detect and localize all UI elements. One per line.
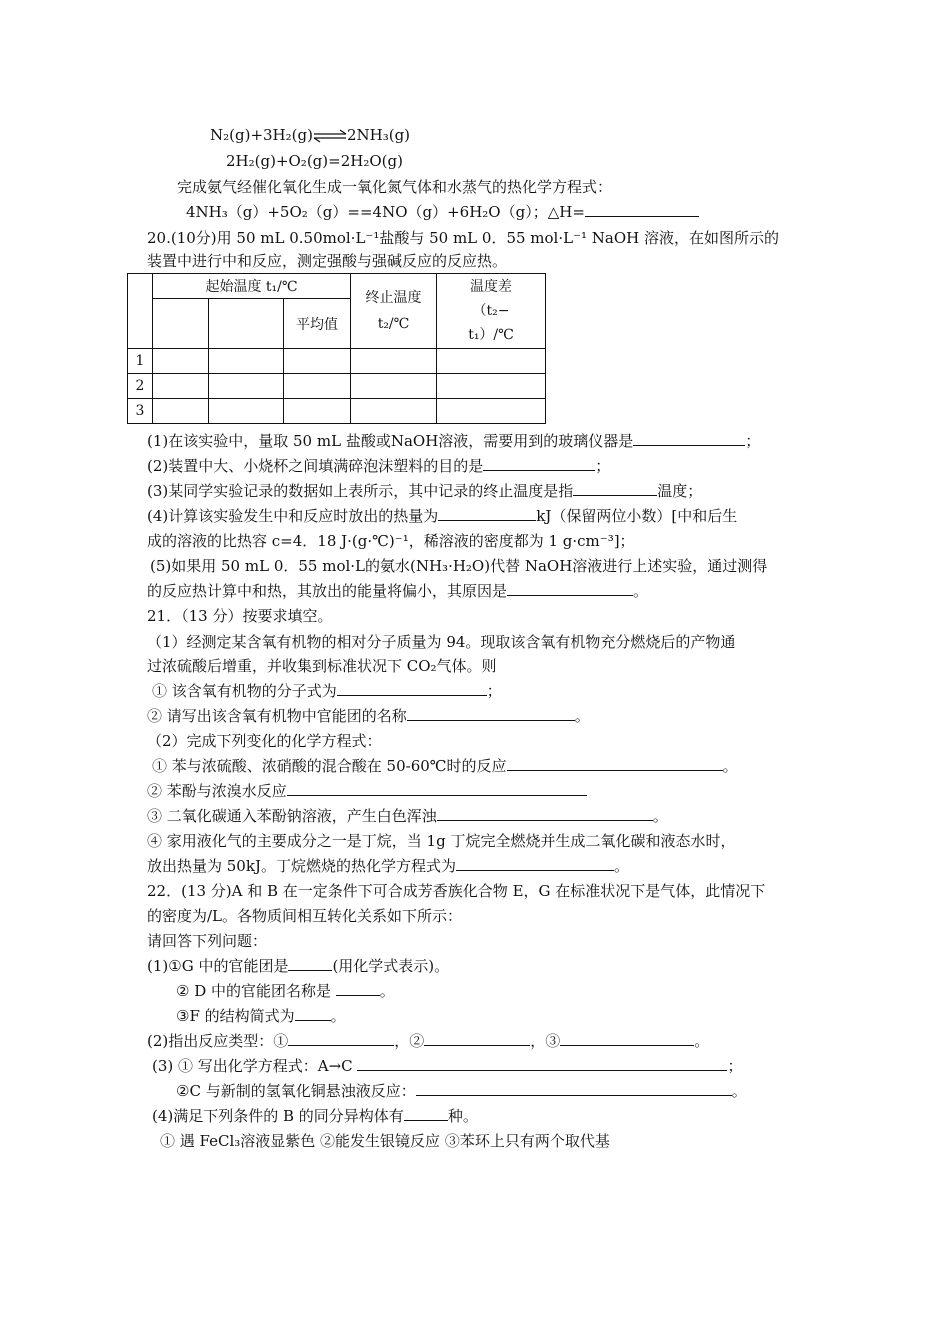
- answer-blank[interactable]: [407, 706, 575, 721]
- q21-part1-line2: 过浓硫酸后增重，并收集到标准状况下 CO₂气体。则: [147, 657, 497, 675]
- q22-part1-ii: [176, 981, 395, 1001]
- answer-blank[interactable]: [287, 781, 587, 796]
- q20-stem-line1: 20.(10分)用 50 mL 0.50mol·L⁻¹盐酸与 50 mL 0．55 mol·L⁻¹ NaOH 溶液，在如图所示的: [147, 229, 780, 247]
- q22-part3-i-text: (3) ① 写出化学方程式：A→C: [152, 1057, 358, 1075]
- q22-part2-sep1: ，②: [394, 1032, 425, 1050]
- answer-blank[interactable]: [438, 506, 536, 521]
- q21-title: 21．（13 分）按要求填空。: [147, 607, 333, 625]
- answer-blank[interactable]: [336, 981, 380, 996]
- q21-part1-line1: （1）经测定某含氧有机物的相对分子质量为 94。现取该含氧有机物充分燃烧后的产物通: [147, 633, 736, 651]
- table-cell[interactable]: [153, 374, 209, 399]
- q20-part1: [147, 431, 760, 451]
- equation-right: 2NH₃(g): [346, 126, 411, 144]
- q22-part1-ii-end: 。: [379, 982, 395, 1000]
- q22-part2: [147, 1031, 709, 1051]
- table-cell[interactable]: [437, 399, 546, 424]
- q22-stem-line3: 请回答下列问题：: [147, 932, 268, 950]
- q20-part5-text: 的反应热计算中和热，其放出的能量将偏小，其原因是: [147, 582, 508, 600]
- answer-blank[interactable]: [585, 202, 699, 217]
- q20-part1-text: (1)在该实验中，量取 50 mL 盐酸或NaOH溶液，需要用到的玻璃仪器是: [147, 432, 634, 450]
- row-number: 1: [128, 349, 153, 374]
- q19-text: 完成氨气经催化氧化生成一氧化氮气体和水蒸气的热化学方程式：: [177, 178, 613, 196]
- q21-part1-ii-text: ② 请写出该含氧有机物中官能团的名称: [147, 707, 407, 725]
- q20-part3-text: (3)某同学实验记录的数据如上表所示，其中记录的终止温度是指: [147, 482, 574, 500]
- q21-part2-iv-text: 放出热量为 50kJ。丁烷燃烧的热化学方程式为: [147, 857, 456, 875]
- q20-part4-line2: 成的溶液的比热容 c=4．18 J·(g·℃)⁻¹，稀溶液的密度都为 1 g·cm⁻³]；: [147, 532, 635, 550]
- table-cell[interactable]: [284, 399, 351, 424]
- answer-blank[interactable]: [424, 1031, 530, 1046]
- q20-part2-end: ；: [595, 457, 611, 475]
- answer-blank[interactable]: [507, 756, 723, 771]
- q20-part4-text: (4)计算该实验发生中和反应时放出的热量为: [147, 507, 439, 525]
- answer-blank[interactable]: [357, 1056, 727, 1071]
- table-row: [128, 374, 546, 399]
- q21-part1-ii: [147, 706, 590, 726]
- table-cell[interactable]: [351, 399, 437, 424]
- q21-part2-iv-end: 。: [613, 857, 629, 875]
- header-temp-diff-line3: t₁）/℃: [468, 327, 514, 343]
- q22-part3-i-end: ；: [727, 1057, 743, 1075]
- q22-part4: [152, 1106, 478, 1126]
- header-temp-diff: [437, 274, 546, 349]
- q22-part3-i: [152, 1056, 742, 1076]
- answer-blank[interactable]: [573, 481, 657, 496]
- equation-h2o: 2H₂(g)+O₂(g)=2H₂O(g): [226, 152, 403, 170]
- table-cell[interactable]: [153, 299, 209, 349]
- row-number: 3: [128, 399, 153, 424]
- q21-part2-i-text: ① 苯与浓硫酸、浓硝酸的混合酸在 50-60℃时的反应: [152, 757, 507, 775]
- q22-part1-i: [147, 956, 449, 976]
- table-cell[interactable]: [209, 399, 284, 424]
- table-cell[interactable]: [209, 374, 284, 399]
- q20-part5-end: 。: [633, 582, 649, 600]
- q20-part2-text: (2)装置中大、小烧杯之间填满碎泡沫塑料的目的是: [147, 457, 484, 475]
- q22-part1-i-text: (1)①G 中的官能团是: [147, 957, 289, 975]
- table-corner-cell: [128, 274, 153, 349]
- answer-blank[interactable]: [288, 956, 332, 971]
- table-cell[interactable]: [437, 374, 546, 399]
- q21-part2-ii: [147, 781, 587, 801]
- q20-stem-line2: 装置中进行中和反应，测定强酸与强碱反应的反应热。: [147, 252, 508, 270]
- q20-part4-end: kJ（保留两位小数）[中和后生: [536, 507, 738, 525]
- table-cell[interactable]: [209, 299, 284, 349]
- temperature-table: [127, 273, 546, 424]
- q22-part2-end: 。: [694, 1032, 710, 1050]
- q22-part1-iii: [176, 1006, 346, 1026]
- answer-blank[interactable]: [404, 1106, 448, 1121]
- q20-part1-end: ；: [745, 432, 761, 450]
- q22-stem-line2: 的密度为/L。各物质间相互转化关系如下所示：: [147, 907, 463, 925]
- q22-stem-line1: 22．(13 分)A 和 B 在一定条件下可合成芳香族化合物 E，G 在标准状况下是气体，此情况下: [147, 882, 766, 900]
- q20-part3: [147, 481, 702, 501]
- answer-blank[interactable]: [288, 1031, 394, 1046]
- q22-part2-text: (2)指出反应类型：①: [147, 1032, 289, 1050]
- table-row: [128, 349, 546, 374]
- q19-equation: [186, 202, 699, 222]
- q22-part2-sep2: ，③: [530, 1032, 561, 1050]
- header-end-temp-line2: t₂/℃: [377, 316, 410, 332]
- header-end-temp: [351, 274, 437, 349]
- header-average: 平均值: [284, 299, 351, 349]
- table-cell[interactable]: [153, 399, 209, 424]
- q22-part1-iii-text: ③F 的结构简式为: [176, 1007, 295, 1025]
- answer-blank[interactable]: [456, 856, 614, 871]
- q21-part1-i-end: ；: [486, 682, 502, 700]
- answer-blank[interactable]: [337, 681, 487, 696]
- q22-part4-conditions: ① 遇 FeCl₃溶液显紫色 ②能发生银镜反应 ③苯环上只有两个取代基: [160, 1132, 610, 1150]
- header-temp-diff-line2: （t₂−: [472, 303, 510, 319]
- row-number: 2: [128, 374, 153, 399]
- q21-part2-i: [152, 756, 738, 776]
- answer-blank[interactable]: [483, 456, 595, 471]
- q22-part3-ii: [176, 1081, 747, 1101]
- q21-part1-i: [152, 681, 502, 701]
- q20-part5-line1: (5)如果用 50 mL 0．55 mol·L的氨水(NH₃·H₂O)代替 NaOH溶液进行上述实验，通过测得: [150, 557, 768, 575]
- q22-part4-text: (4)满足下列条件的 B 的同分异构体有: [152, 1107, 404, 1125]
- q22-part1-iii-end: 。: [330, 1007, 346, 1025]
- q21-part2-ii-text: ② 苯酚与浓溴水反应: [147, 782, 287, 800]
- q21-part2-iv-line1: ④ 家用液化气的主要成分之一是丁烷，当 1g 丁烷完全燃烧并生成二氧化碳和液态水时，: [147, 832, 736, 850]
- q22-part3-ii-end: 。: [731, 1082, 747, 1100]
- header-temp-diff-line1: 温度差: [470, 279, 512, 295]
- table-cell[interactable]: [284, 349, 351, 374]
- answer-blank[interactable]: [560, 1031, 694, 1046]
- equation-left: N₂(g)+3H₂(g): [210, 126, 313, 144]
- q20-part5-line2: [147, 581, 648, 601]
- table-cell[interactable]: [284, 374, 351, 399]
- table-cell[interactable]: [437, 349, 546, 374]
- answer-blank[interactable]: [437, 806, 653, 821]
- q21-part1-ii-end: 。: [574, 707, 590, 725]
- q21-part2-iv-line2: [147, 856, 629, 876]
- q22-part3-ii-text: ②C 与新制的氢氧化铜悬浊液反应：: [176, 1082, 416, 1100]
- answer-blank[interactable]: [633, 431, 745, 446]
- q22-part1-i-end: (用化学式表示)。: [332, 957, 450, 975]
- table-cell[interactable]: [351, 374, 437, 399]
- q21-part2-iii: [147, 806, 668, 826]
- q20-part3-end: 温度；: [657, 482, 703, 500]
- answer-blank[interactable]: [507, 581, 633, 596]
- q20-part4: [147, 506, 737, 526]
- q20-part2: [147, 456, 610, 476]
- table-cell[interactable]: [209, 349, 284, 374]
- q21-part2-iii-text: ③ 二氧化碳通入苯酚钠溶液，产生白色浑浊: [147, 807, 437, 825]
- table-row: [128, 399, 546, 424]
- header-end-temp-line1: 终止温度: [365, 290, 422, 306]
- header-start-temp: 起始温度 t₁/℃: [153, 274, 351, 299]
- table-cell[interactable]: [351, 349, 437, 374]
- q21-part2: （2）完成下列变化的化学方程式：: [147, 732, 382, 750]
- table-cell[interactable]: [153, 349, 209, 374]
- answer-blank[interactable]: [295, 1006, 331, 1021]
- q22-part4-end: 种。: [447, 1107, 478, 1125]
- equation-nh3: [210, 125, 410, 145]
- q19-equation-text: 4NH₃（g）+5O₂（g）==4NO（g）+6H₂O（g）；△H=: [186, 203, 585, 221]
- q22-part1-ii-text: ② D 中的官能团名称是: [176, 982, 336, 1000]
- q21-part2-i-end: 。: [722, 757, 738, 775]
- q21-part1-i-text: ① 该含氧有机物的分子式为: [152, 682, 337, 700]
- equilibrium-arrow-icon: [313, 129, 347, 143]
- q21-part2-iii-end: 。: [652, 807, 668, 825]
- answer-blank[interactable]: [416, 1081, 732, 1096]
